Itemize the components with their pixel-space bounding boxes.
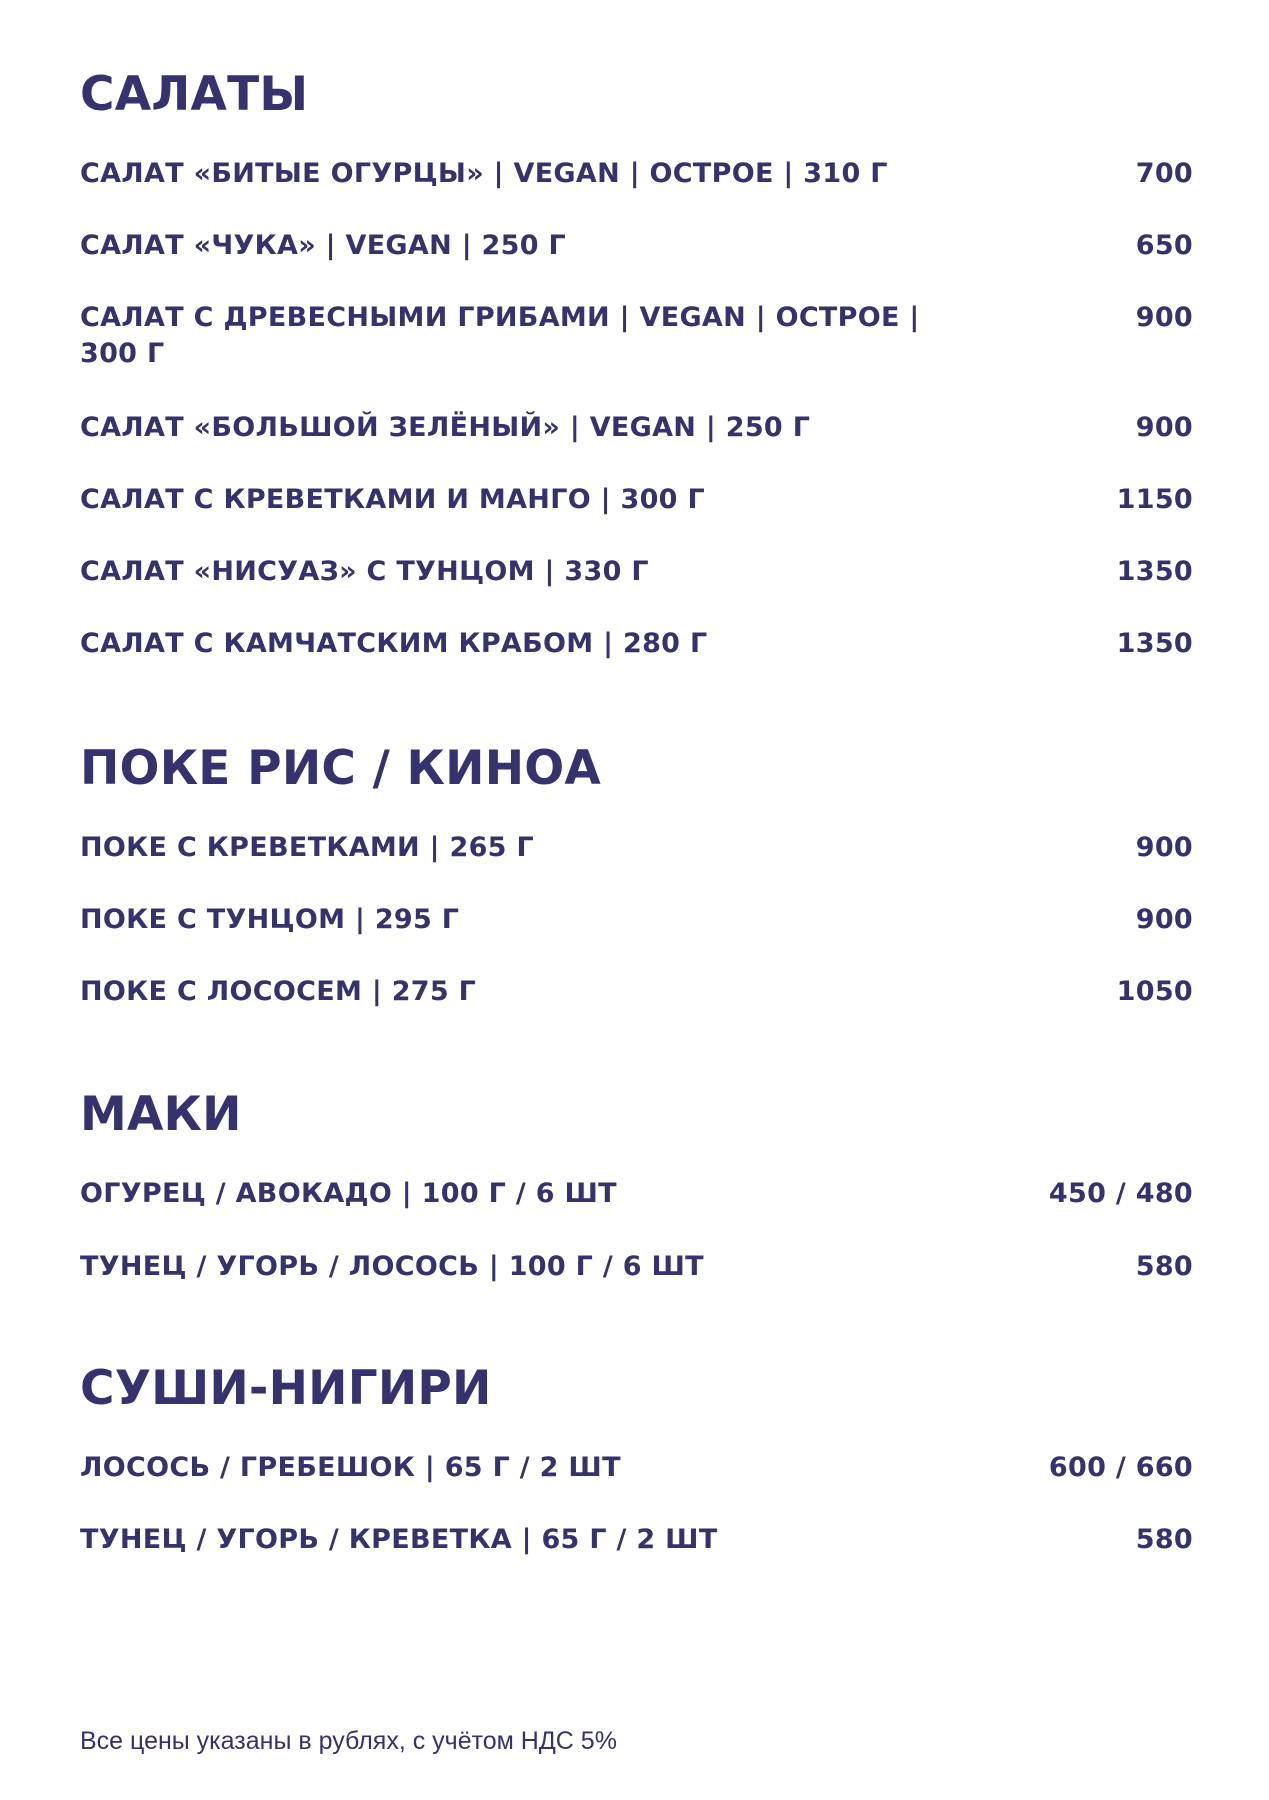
menu-item-price: 580 [1135, 1251, 1193, 1282]
menu-item [80, 1176, 1193, 1212]
menu-item-price: 900 [1135, 832, 1193, 863]
section-poke [80, 741, 1193, 1046]
menu-item-price: 580 [1135, 1524, 1193, 1555]
section-title: СУШИ-НИГИРИ [80, 1361, 492, 1416]
menu-item-name: САЛАТ «БИТЫЕ ОГУРЦЫ» | VEGAN | ОСТРОЕ | 310 Г [80, 158, 888, 189]
menu-item-name: ТУНЕЦ / УГОРЬ / КРЕВЕТКА | 65 Г / 2 ШТ [80, 1524, 718, 1555]
section-title: ПОКЕ РИС / КИНОА [80, 741, 601, 796]
menu-item [80, 228, 1193, 264]
section-maki [80, 1087, 1193, 1322]
menu-item-price: 650 [1135, 230, 1193, 261]
menu-item-name: ЛОСОСЬ / ГРЕБЕШОК | 65 Г / 2 ШТ [80, 1452, 621, 1483]
menu-item-name: САЛАТ С КРЕВЕТКАМИ И МАНГО | 300 Г [80, 484, 705, 515]
menu-item [80, 1249, 1193, 1285]
section-title: МАКИ [80, 1087, 242, 1142]
menu-item-name: ПОКЕ С ЛОСОСЕМ | 275 Г [80, 976, 477, 1007]
menu-item-name: ПОКЕ С КРЕВЕТКАМИ | 265 Г [80, 832, 534, 863]
menu-item-name: САЛАТ «БОЛЬШОЙ ЗЕЛЁНЫЙ» | VEGAN | 250 Г [80, 412, 811, 443]
price-note: Все цены указаны в рублях, с учётом НДС 5% [80, 1727, 617, 1755]
menu-item-price: 1350 [1116, 556, 1193, 587]
menu-list [80, 156, 1193, 662]
section-title: САЛАТЫ [80, 67, 309, 122]
menu-item [80, 300, 1193, 372]
section-sushi-nigiri [80, 1361, 1193, 1594]
menu-item-name: ПОКЕ С ТУНЦОМ | 295 Г [80, 904, 460, 935]
menu-list [80, 1176, 1193, 1285]
menu-item [80, 974, 1193, 1010]
menu-item [80, 1450, 1193, 1486]
section-salads [80, 67, 1193, 698]
menu-item-price: 700 [1135, 158, 1193, 189]
menu-item [80, 156, 1193, 192]
menu-item-name: ТУНЕЦ / УГОРЬ / ЛОСОСЬ | 100 Г / 6 ШТ [80, 1251, 704, 1282]
menu-item [80, 1522, 1193, 1558]
menu-item-name: САЛАТ «ЧУКА» | VEGAN | 250 Г [80, 230, 567, 261]
menu-item-name: САЛАТ С ДРЕВЕСНЫМИ ГРИБАМИ | VEGAN | ОСТРОЕ | 300 Г [80, 302, 920, 369]
menu-item-price: 900 [1135, 904, 1193, 935]
menu-item-price: 1350 [1116, 628, 1193, 659]
menu-item-price: 600 / 660 [1048, 1452, 1193, 1483]
menu-item-name: САЛАТ «НИСУАЗ» С ТУНЦОМ | 330 Г [80, 556, 649, 587]
menu-item [80, 830, 1193, 866]
menu-item-price: 900 [1135, 412, 1193, 443]
menu-item [80, 902, 1193, 938]
menu-item [80, 626, 1193, 662]
menu-item-name: ОГУРЕЦ / АВОКАДО | 100 Г / 6 ШТ [80, 1178, 617, 1209]
menu-list [80, 830, 1193, 1010]
menu-item-price: 450 / 480 [1048, 1178, 1193, 1209]
menu-item-price: 1050 [1116, 976, 1193, 1007]
menu-item-name: САЛАТ С КАМЧАТСКИМ КРАБОМ | 280 Г [80, 628, 708, 659]
menu-item-price: 1150 [1116, 484, 1193, 515]
menu-list [80, 1450, 1193, 1558]
menu-item [80, 410, 1193, 446]
menu-item [80, 482, 1193, 518]
menu-item-price: 900 [1135, 302, 1193, 333]
menu-item [80, 554, 1193, 590]
